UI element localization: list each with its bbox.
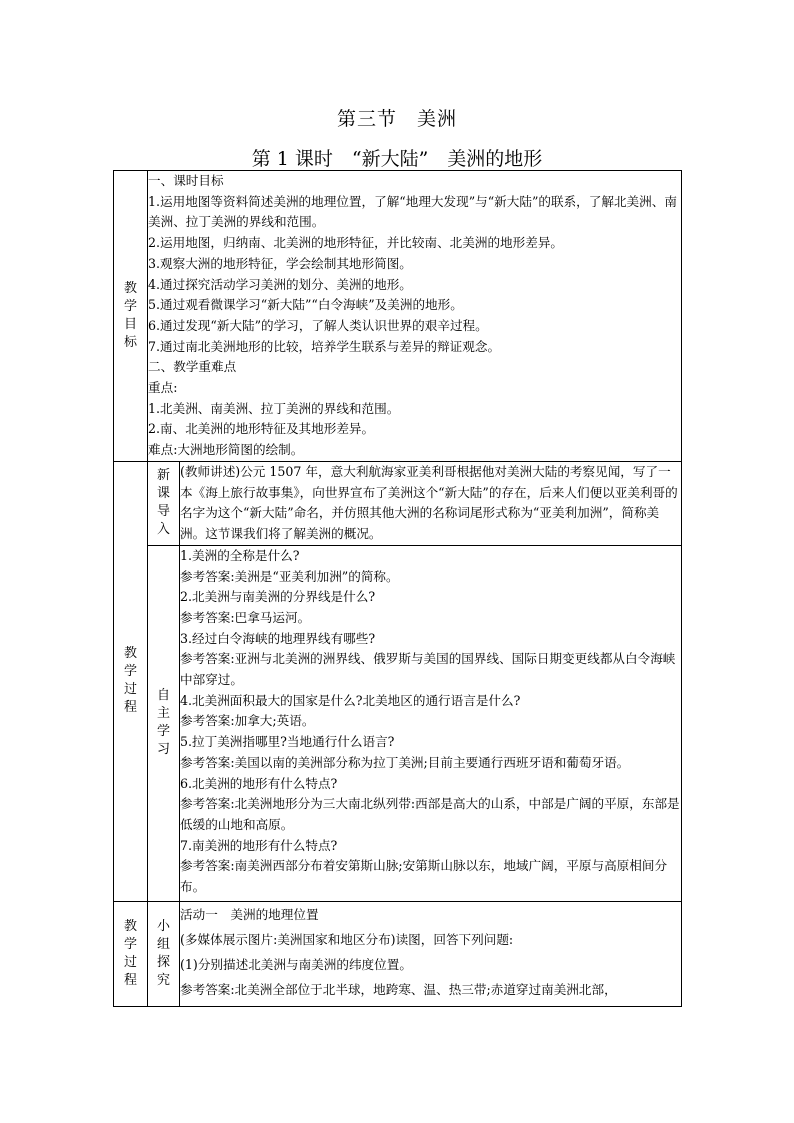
label-char: 学: [123, 936, 137, 952]
qa-line: 参考答案:美洲是“亚美利加洲”的简称。: [180, 568, 399, 584]
qa-line: 4.北美洲面积最大的国家是什么?北美地区的通行语言是什么?: [180, 692, 521, 708]
label-char: 学: [123, 664, 137, 680]
goals-row: [114, 171, 682, 462]
intro-text: (教师讲述)公元 1507 年，意大利航海家亚美利哥根据他对美洲大陆的考察见闻，写了一本《海上旅行故事集》，向世界宣布了美洲这个“新大陆”的存在，后来人们便以亚美利哥的名字为这个“新大陆”命名，并仿照其他大洲的名称词尾形式称为“亚美利加洲”，简称美洲。这节课我们将了解美洲的概况。: [180, 463, 678, 541]
label-char: 学: [156, 724, 170, 740]
qa-line: 参考答案:加拿大;英语。: [180, 713, 315, 729]
intro-content: [180, 461, 682, 545]
intro-label: [148, 461, 180, 545]
label-char: 课: [156, 486, 170, 502]
qa-line: 参考答案:亚洲与北美洲的洲界线、俄罗斯与美国的国界线、国际日期变更线都从白令海峡中部穿过。: [180, 651, 676, 688]
label-char: 教: [123, 918, 137, 934]
qa-line: 参考答案:美国以南的美洲部分称为拉丁美洲;目前主要通行西班牙语和葡萄牙语。: [180, 754, 630, 770]
goals-line: 重点:: [148, 380, 178, 396]
qa-line: 参考答案:北美洲地形分为三大南北纵列带:西部是高大的山系，中部是广阔的平原，东部是低缓的山地和高原。: [180, 796, 680, 832]
label-char: 过: [123, 682, 137, 698]
group-line: (多媒体展示图片:美洲国家和地区分布)读图，回答下列问题:: [180, 931, 514, 947]
label-char: 程: [123, 700, 137, 716]
label-char: 导: [156, 504, 170, 520]
qa-line: 参考答案:巴拿马运河。: [180, 609, 311, 625]
qa-line: 2.北美洲与南美洲的分界线是什么?: [180, 589, 376, 605]
goals-line: 6.通过发现“新大陆”的学习，了解人类认识世界的艰辛过程。: [148, 317, 488, 333]
group-line: 参考答案:北美洲全部位于北半球，地跨寒、温、热三带;赤道穿过南美洲北部，: [180, 981, 617, 997]
goals-line: 4.通过探究活动学习美洲的划分、美洲的地形。: [148, 276, 412, 292]
label-char: 究: [156, 972, 170, 988]
goals-label: [114, 171, 148, 462]
label-char: 新: [156, 468, 170, 484]
page-title: 第三节 美洲: [336, 108, 457, 130]
label-char: 组: [156, 936, 170, 952]
qa-line: 6.北美洲的地形有什么特点?: [180, 775, 338, 791]
goals-line: 5.通过观看微课学习“新大陆”“白令海峡”及美洲的地形。: [148, 297, 463, 313]
label-char: 入: [156, 522, 170, 538]
group-line: 活动一 美洲的地理位置: [180, 906, 319, 922]
self-study-row: [114, 545, 682, 901]
process-label: [114, 461, 148, 901]
label-char: 小: [156, 918, 170, 934]
label-char: 习: [156, 742, 170, 758]
label-char: 教: [123, 646, 137, 662]
label-char: 学: [123, 298, 137, 314]
goals-line: 1.运用地图等资料简述美洲的地理位置，了解“地理大发现”与“新大陆”的联系，了解北美洲、南美洲、拉丁美洲的界线和范围。: [148, 193, 677, 230]
label-char: 程: [123, 972, 137, 988]
label-char: 探: [156, 954, 170, 970]
goals-line: 2.南、北美洲的地形特征及其地形差异。: [148, 421, 375, 437]
qa-line: 1.美洲的全称是什么?: [180, 547, 300, 563]
label-char: 标: [123, 334, 137, 350]
self-study-label: [148, 545, 180, 901]
label-char: 自: [156, 688, 170, 704]
goals-line: 一、课时目标: [148, 173, 224, 188]
goals-line: 1.北美洲、南美洲、拉丁美洲的界线和范围。: [148, 400, 400, 416]
qa-line: 3.经过白令海峡的地理界线有哪些?: [180, 630, 376, 646]
label-char: 主: [156, 706, 170, 722]
label-char: 教: [123, 280, 137, 296]
lesson-table: [113, 170, 682, 1007]
intro-row: [114, 461, 682, 545]
qa-line: 7.南美洲的地形有什么特点?: [180, 837, 338, 853]
goals-line: 3.观察大洲的地形特征，学会绘制其地形简图。: [148, 255, 412, 271]
label-char: 目: [123, 316, 137, 332]
self-study-content: [180, 545, 682, 901]
label-char: 过: [123, 954, 137, 970]
goals-line: 2.运用地图，归纳南、北美洲的地形特征，并比较南、北美洲的地形差异。: [148, 235, 564, 251]
group-content: [180, 901, 682, 1006]
goals-line: 难点:大洲地形简图的绘制。: [148, 442, 304, 458]
goals-content: [148, 171, 682, 462]
group-label: [148, 901, 180, 1006]
group-line: (1)分别描述北美洲与南美洲的纬度位置。: [180, 956, 412, 972]
process-label-2: [114, 901, 148, 1006]
qa-line: 参考答案:南美洲西部分布着安第斯山脉;安第斯山脉以东，地域广阔，平原与高原相间分布。: [180, 858, 668, 895]
goals-line: 7.通过南北美洲地形的比较，培养学生联系与差异的辩证观念。: [148, 338, 501, 354]
group-row: [114, 901, 682, 1006]
goals-line: 二、教学重难点: [148, 359, 237, 375]
page-subtitle: 第 1 课时 “新大陆” 美洲的地形: [251, 148, 543, 170]
qa-line: 5.拉丁美洲指哪里?当地通行什么语言?: [180, 734, 395, 750]
